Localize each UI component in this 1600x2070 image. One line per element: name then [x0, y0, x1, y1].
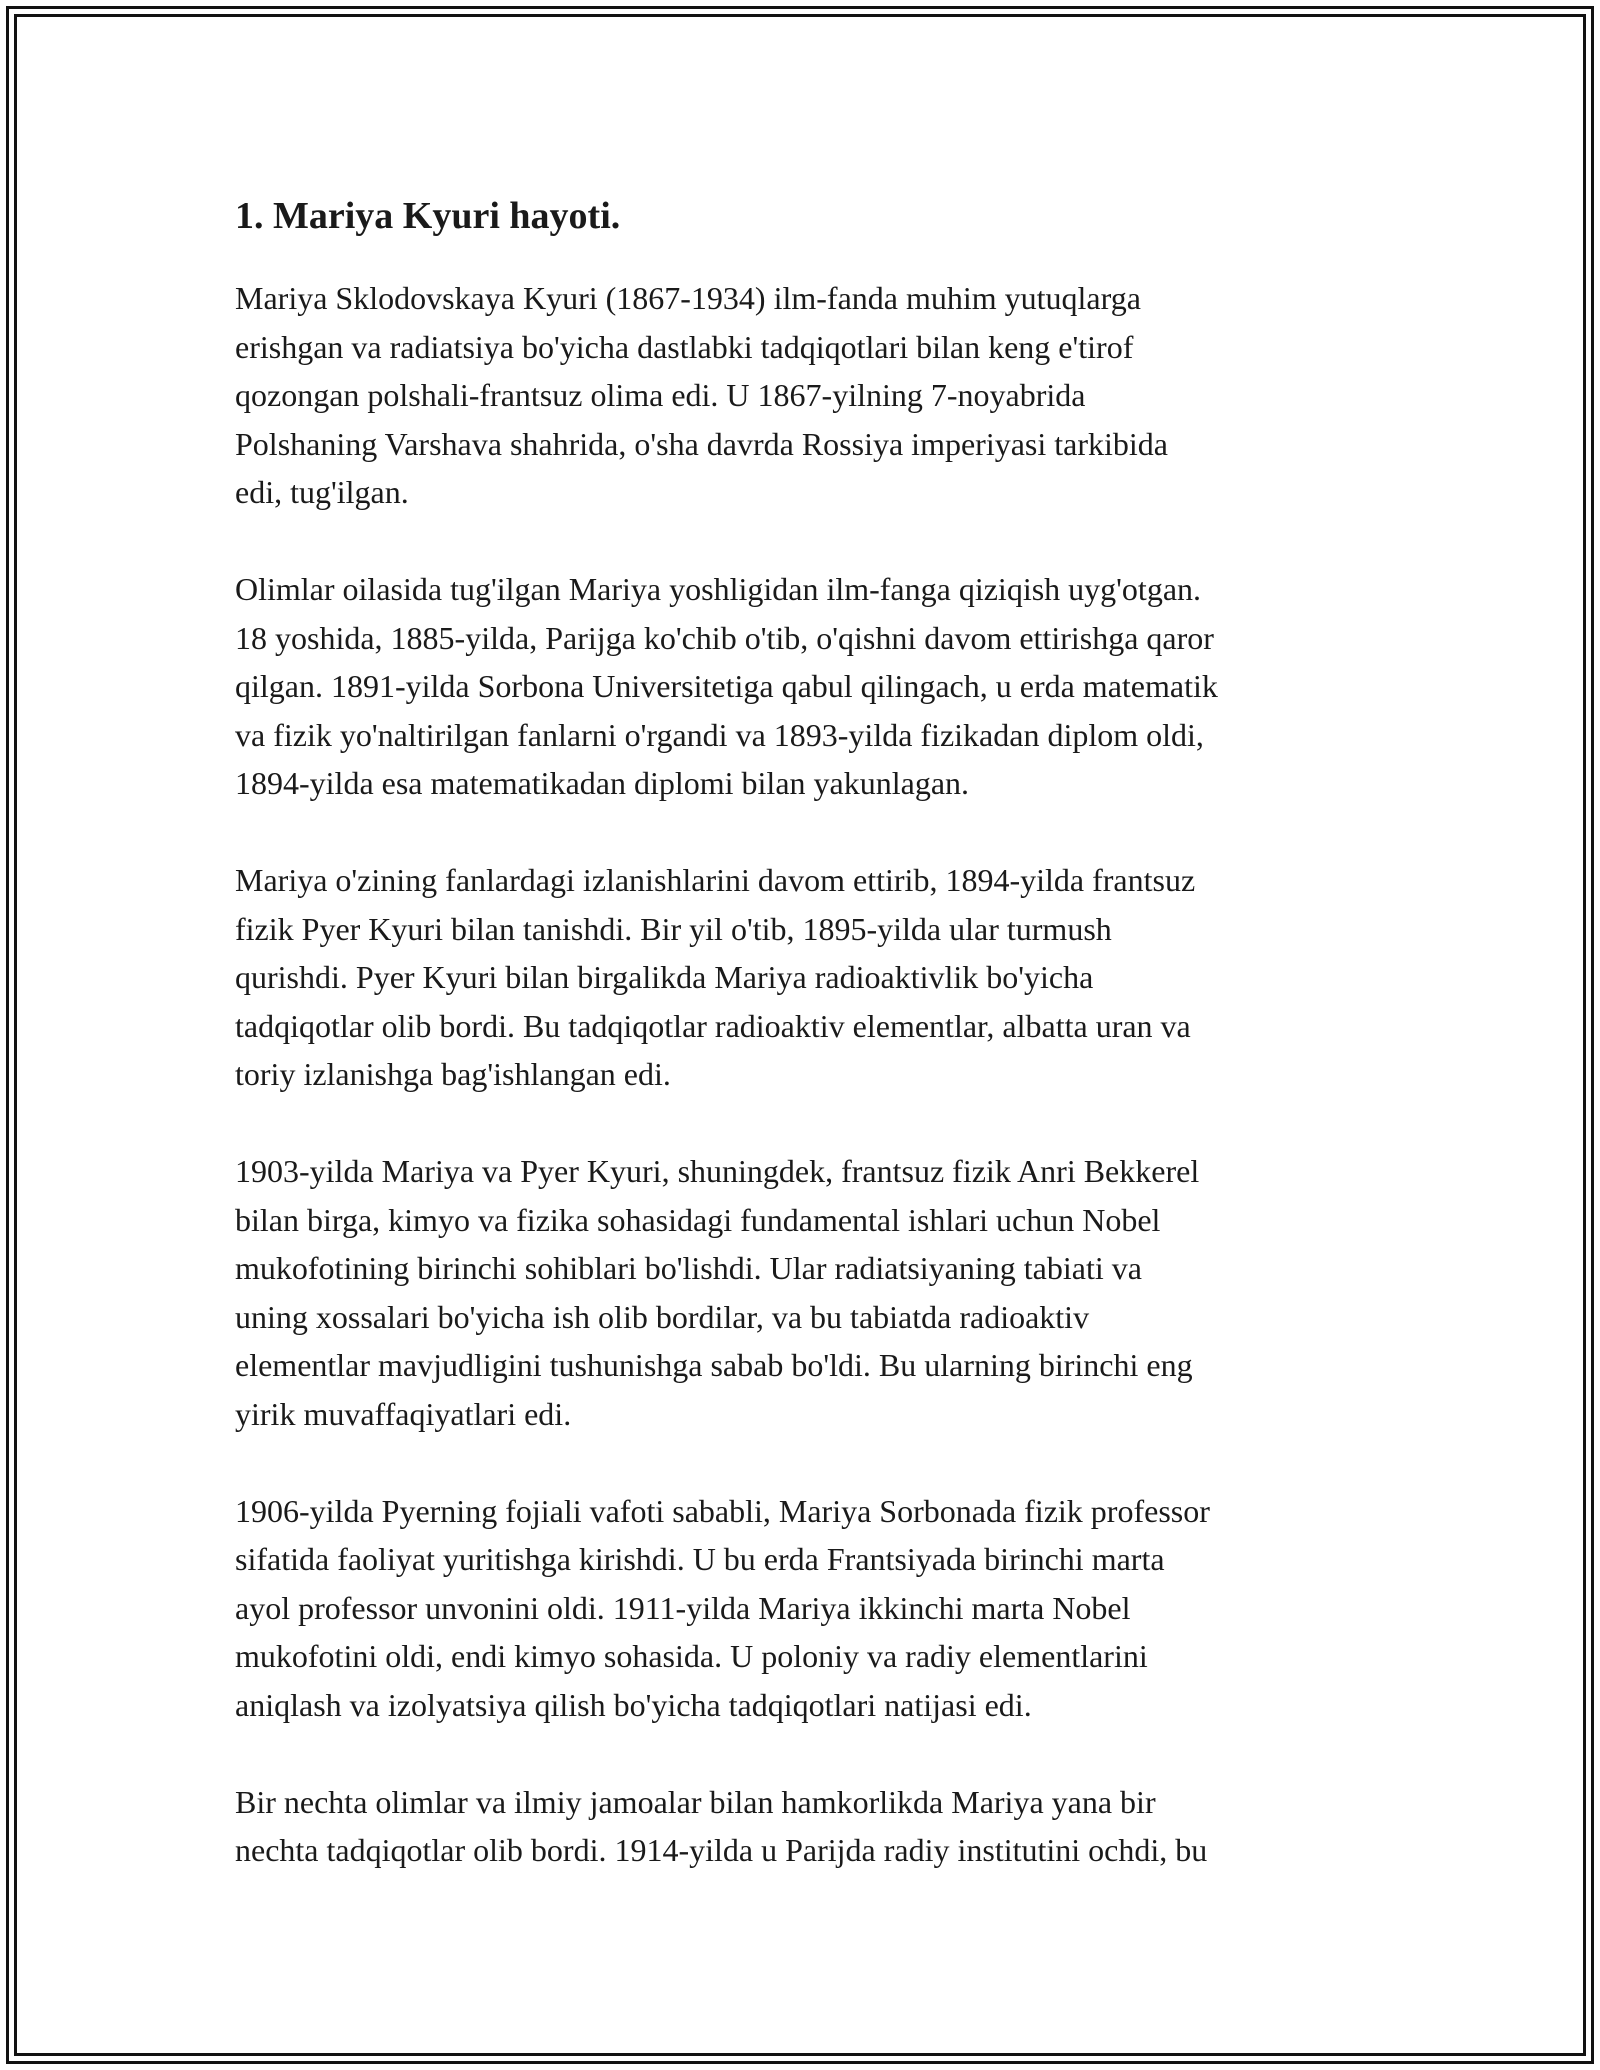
paragraph-6	[235, 1778, 1375, 1875]
paragraph-4	[235, 1147, 1375, 1438]
paragraph-1	[235, 274, 1375, 517]
document-body	[235, 190, 1375, 1923]
text-line: edi, tug'ilgan.	[235, 474, 409, 510]
text-line: 1894-yilda esa matematikadan diplomi bilan yakunlagan.	[235, 765, 970, 801]
paragraph-2	[235, 565, 1375, 808]
text-line: 1903-yilda Mariya va Pyer Kyuri, shuningdek, frantsuz fizik Anri Bekkerel	[235, 1153, 1200, 1189]
text-line: tadqiqotlar olib bordi. Bu tadqiqotlar radioaktiv elementlar, albatta uran va	[235, 1007, 1191, 1044]
text-line: nechta tadqiqotlar olib bordi. 1914-yilda u Parijda radiy institutini ochdi, bu	[235, 1832, 1208, 1868]
text-line: Polshaning Varshava shahrida, o'sha davrda Rossiya imperiyasi tarkibida	[235, 425, 1168, 462]
text-line: fizik Pyer Kyuri bilan tanishdi. Bir yil o'tib, 1895-yilda ular turmush	[235, 910, 1112, 947]
text-line: toriy izlanishga bag'ishlangan edi.	[235, 1056, 671, 1092]
text-line: Mariya o'zining fanlardagi izlanishlarini davom ettirib, 1894-yilda frantsuz	[235, 862, 1196, 898]
text-line: Mariya Sklodovskaya Kyuri (1867-1934) ilm-fanda muhim yutuqlarga	[235, 280, 1141, 316]
text-line: mukofotining birinchi sohiblari bo'lishdi. Ular radiatsiyaning tabiati va	[235, 1250, 1142, 1286]
text-line: qilgan. 1891-yilda Sorbona Universitetiga qabul qilingach, u erda matematik	[235, 668, 1218, 704]
paragraph-3	[235, 856, 1375, 1099]
text-line: elementlar mavjudligini tushunishga sabab bo'ldi. Bu ularning birinchi eng	[235, 1347, 1193, 1383]
text-line: qozongan polshali-frantsuz olima edi. U 1867-yilning 7-noyabrida	[235, 377, 1086, 413]
text-line: mukofotini oldi, endi kimyo sohasida. U poloniy va radiy elementlarini	[235, 1638, 1148, 1674]
page-title: 1. Mariya Kyuri hayoti.	[235, 195, 621, 237]
text-line: bilan birga, kimyo va fizika sohasidagi fundamental ishlari uchun Nobel	[235, 1201, 1161, 1238]
text-line: va fizik yo'naltirilgan fanlarni o'rgandi va 1893-yilda fizikadan diplom oldi,	[235, 716, 1204, 753]
text-line: 18 yoshida, 1885-yilda, Parijga ko'chib o'tib, o'qishni davom ettirishga qaror	[235, 619, 1214, 656]
text-line: erishgan va radiatsiya bo'yicha dastlabki tadqiqotlari bilan keng e'tirof	[235, 328, 1134, 365]
text-line: Olimlar oilasida tug'ilgan Mariya yoshligidan ilm-fanga qiziqish uyg'otgan.	[235, 571, 1202, 607]
text-line: aniqlash va izolyatsiya qilish bo'yicha tadqiqotlari natijasi edi.	[235, 1686, 1032, 1723]
text-line: Bir nechta olimlar va ilmiy jamoalar bilan hamkorlikda Mariya yana bir	[235, 1783, 1156, 1820]
text-line: sifatida faoliyat yuritishga kirishdi. U bu erda Frantsiyada birinchi marta	[235, 1541, 1165, 1577]
paragraph-5	[235, 1487, 1375, 1730]
text-line: qurishdi. Pyer Kyuri bilan birgalikda Mariya radioaktivlik bo'yicha	[235, 959, 1094, 995]
text-line: uning xossalari bo'yicha ish olib bordilar, va bu tabiatda radioaktiv	[235, 1298, 1090, 1335]
text-line: 1906-yilda Pyerning fojiali vafoti sababli, Mariya Sorbonada fizik professor	[235, 1492, 1210, 1529]
text-line: yirik muvaffaqiyatlari edi.	[235, 1395, 572, 1432]
text-line: ayol professor unvonini oldi. 1911-yilda Mariya ikkinchi marta Nobel	[235, 1589, 1131, 1626]
